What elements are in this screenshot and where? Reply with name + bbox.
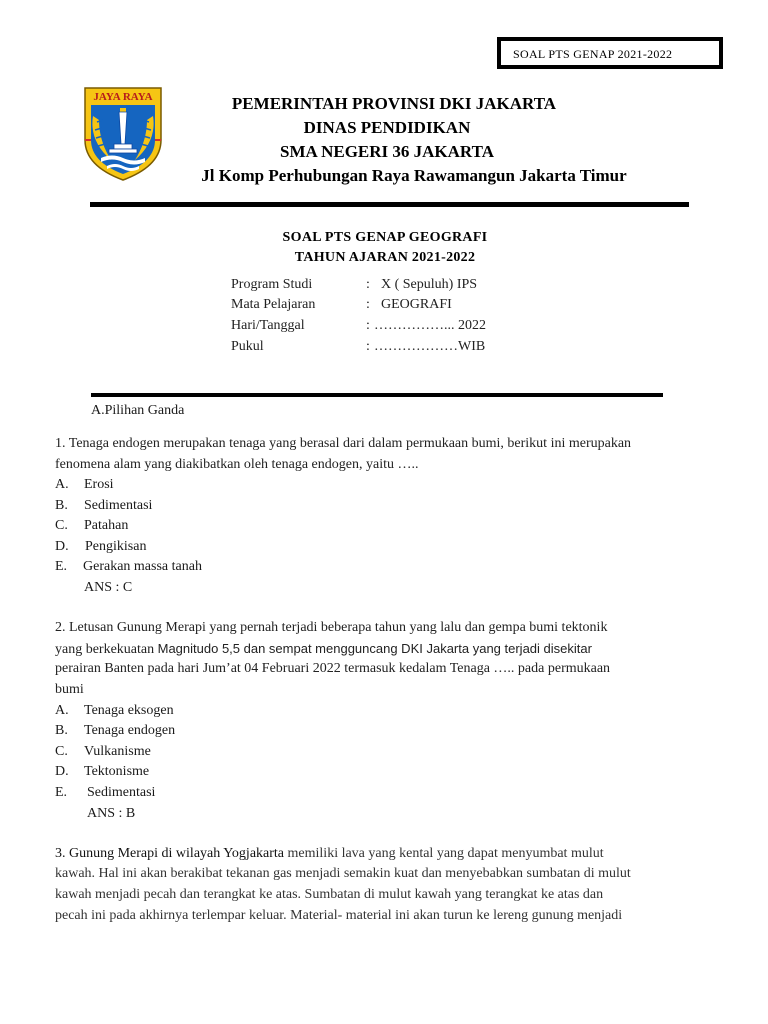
question-1-text: fenomena alam yang diakibatkan oleh tenaga endogen, yaitu …..	[55, 457, 419, 472]
question-2-answer: ANS : B	[87, 806, 136, 821]
header-department: DINAS PENDIDIKAN	[303, 118, 471, 137]
header-school: SMA NEGERI 36 JAKARTA	[280, 142, 494, 161]
question-2-text: perairan Banten pada hari Jum’at 04 Februari 2022 termasuk kedalam Tenaga ….. pada permukaan	[55, 661, 611, 676]
info-value-date: ……………... 2022	[374, 318, 486, 333]
option-letter: C.	[55, 744, 68, 759]
info-sep: :	[366, 339, 370, 354]
question-2-text: bumi	[55, 682, 84, 697]
info-sep: :	[366, 318, 370, 333]
option-letter: B.	[55, 723, 68, 738]
question-3-text-part: 3. Gunung Merapi di wilayah Yogjakarta	[55, 846, 285, 861]
info-label-date: Hari/Tanggal	[231, 318, 305, 333]
question-3-text: kawah menjadi pecah dan terangkat ke atas. Sumbatan di mulut kawah yang terangkat ke atas dan	[55, 887, 604, 902]
question-1-option-a: Erosi	[84, 477, 114, 492]
question-2-option-b: Tenaga endogen	[84, 723, 176, 738]
option-letter: E.	[55, 559, 68, 574]
corner-label: SOAL PTS GENAP 2021-2022	[513, 47, 673, 61]
logo-text: JAYA RAYA	[93, 91, 153, 103]
question-2-text	[55, 641, 592, 658]
info-label-time: Pukul	[231, 339, 264, 354]
header-government: PEMERINTAH PROVINSI DKI JAKARTA	[231, 94, 557, 113]
option-letter: B.	[55, 498, 68, 513]
section-heading: A.Pilihan Ganda	[91, 403, 185, 418]
question-1-option-c: Patahan	[84, 518, 129, 533]
header-corner-label-box	[497, 37, 723, 69]
question-3-text	[55, 846, 604, 862]
question-1-option-e: Gerakan massa tanah	[83, 559, 202, 574]
option-letter: E.	[55, 785, 68, 800]
question-2-option-c: Vulkanisme	[84, 744, 151, 759]
question-2-option-d: Tektonisme	[84, 764, 150, 779]
option-letter: A.	[55, 477, 69, 492]
question-2-text: 2. Letusan Gunung Merapi yang pernah terjadi beberapa tahun yang lalu dan gempa bumi tektonik	[55, 620, 608, 635]
header-divider	[90, 202, 689, 207]
option-letter: D.	[55, 539, 69, 554]
question-2-option-a: Tenaga eksogen	[84, 703, 174, 718]
question-2-option-e: Sedimentasi	[87, 785, 156, 800]
question-3-text: pecah ini pada akhirnya terlempar keluar. Material- material ini akan turun ke lereng gunung menjadi	[55, 908, 623, 923]
exam-year: TAHUN AJARAN 2021-2022	[294, 250, 476, 265]
info-label-subject: Mata Pelajaran	[231, 297, 316, 312]
question-2-text-part: yang berkekuatan	[55, 642, 158, 657]
option-letter: D.	[55, 764, 69, 779]
question-3-text-part: memiliki lava yang kental yang dapat menyumbat mulut	[284, 846, 604, 861]
info-value-program: X ( Sepuluh) IPS	[381, 277, 478, 292]
question-3-text: kawah. Hal ini akan berakibat tekanan gas menjadi semakin kuat dan menyebabkan sumbatan di mulut	[55, 866, 631, 881]
info-label-program: Program Studi	[231, 277, 313, 292]
section-divider	[91, 393, 663, 397]
info-value-time: ………………WIB	[374, 339, 486, 354]
question-1-text: 1. Tenaga endogen merupakan tenaga yang berasal dari dalam permukaan bumi, berikut ini merupakan	[55, 436, 632, 451]
question-1-option-b: Sedimentasi	[84, 498, 153, 513]
question-2-text-part: Magnitudo 5,5 dan sempat mengguncang DKI Jakarta yang terjadi disekitar	[157, 641, 592, 656]
option-letter: C.	[55, 518, 68, 533]
question-1-option-d: Pengikisan	[85, 539, 147, 554]
exam-title: SOAL PTS GENAP GEOGRAFI	[282, 230, 488, 245]
question-1-answer: ANS : C	[84, 580, 133, 595]
info-value-subject: GEOGRAFI	[381, 297, 452, 312]
option-letter: A.	[55, 703, 69, 718]
info-sep: :	[366, 297, 370, 312]
header-address: Jl Komp Perhubungan Raya Rawamangun Jakarta Timur	[201, 166, 627, 185]
info-sep: :	[366, 277, 370, 292]
